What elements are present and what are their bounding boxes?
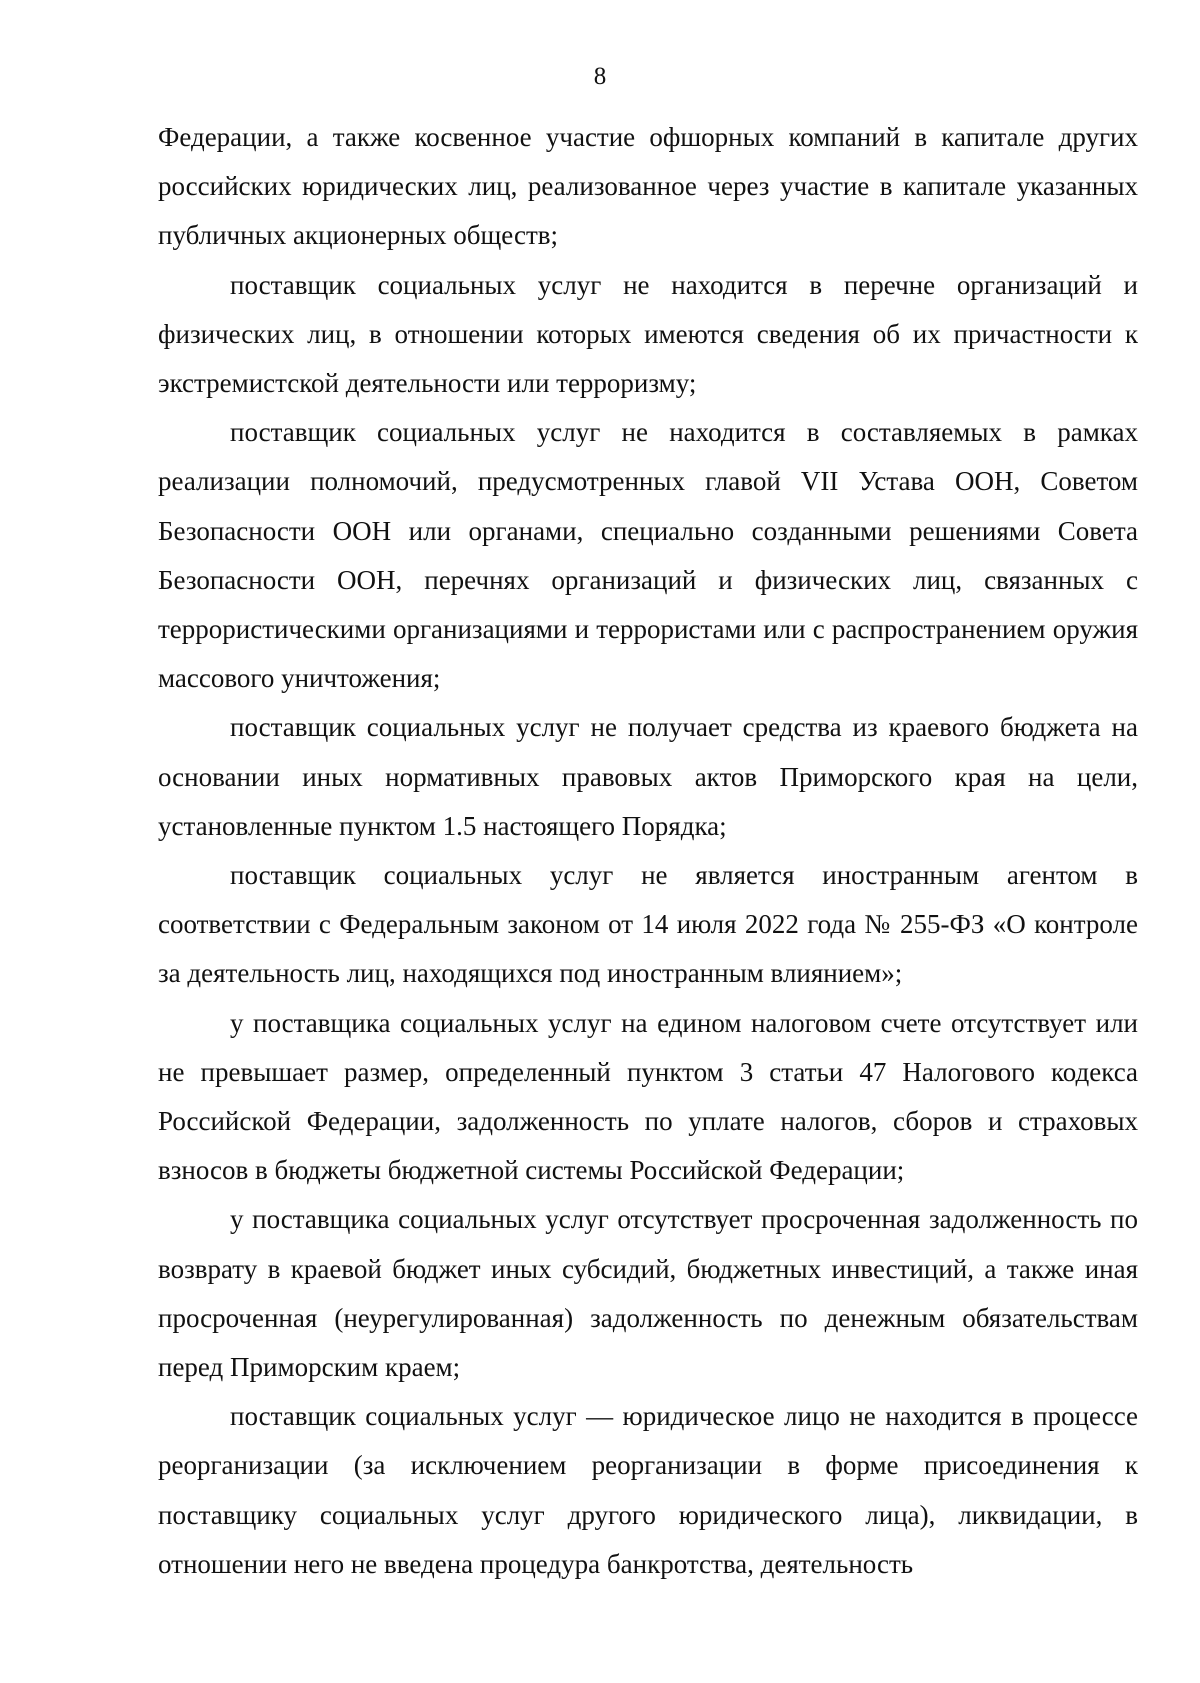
paragraph-continuation: Федерации, а также косвенное участие офшорных компаний в капитале других российских юридических лиц, реализованное через участие в капитале указанных публичных акционерных обществ;: [158, 122, 1138, 251]
paragraph-extremism-list: поставщик социальных услуг не находится в перечне организаций и физических лиц, в отношении которых имеются сведения об их причастности к экстремистской деятельности или терроризму;: [158, 269, 1138, 399]
document-body: [158, 113, 1138, 1589]
paragraph-un-sanctions-list: поставщик социальных услуг не находится в составляемых в рамках реализации полномочий, предусмотренных главой VII Устава ООН, Советом Безопасности ООН или органами, специально созданными решениями Совета Безопасности ООН, перечнях организаций и физических лиц, связанных с террористическими организациями и террористами или с распространением оружия массового уничтожения;: [158, 417, 1138, 694]
paragraph-tax-debt: у поставщика социальных услуг на едином налоговом счете отсутствует или не превышает размер, определенный пунктом 3 статьи 47 Налогового кодекса Российской Федерации, задолженность по уплате налогов, сборов и страховых взносов в бюджеты бюджетной системы Российской Федерации;: [158, 1007, 1138, 1186]
paragraph-reorganization: поставщик социальных услуг — юридическое лицо не находится в процессе реорганизации (за исключением реорганизации в форме присоединения к поставщику социальных услуг другого юридического лица), ликвидации, в отношении него не введена процедура банкротства, деятельность: [158, 1401, 1138, 1579]
page-number: 8: [593, 63, 607, 90]
paragraph-overdue-debt: у поставщика социальных услуг отсутствует просроченная задолженность по возврату в краевой бюджет иных субсидий, бюджетных инвестиций, а также иная просроченная (неурегулированная) задолженность по денежным обязательствам перед Приморским краем;: [158, 1204, 1138, 1383]
paragraph-budget-funds: поставщик социальных услуг не получает средства из краевого бюджета на основании иных нормативных правовых актов Приморского края на цели, установленные пунктом 1.5 настоящего Порядка;: [158, 712, 1138, 841]
paragraph-foreign-agent: поставщик социальных услуг не является иностранным агентом в соответствии с Федеральным законом от 14 июля 2022 года № 255-ФЗ «О контроле за деятельность лиц, находящихся под иностранным влиянием»;: [158, 860, 1138, 989]
